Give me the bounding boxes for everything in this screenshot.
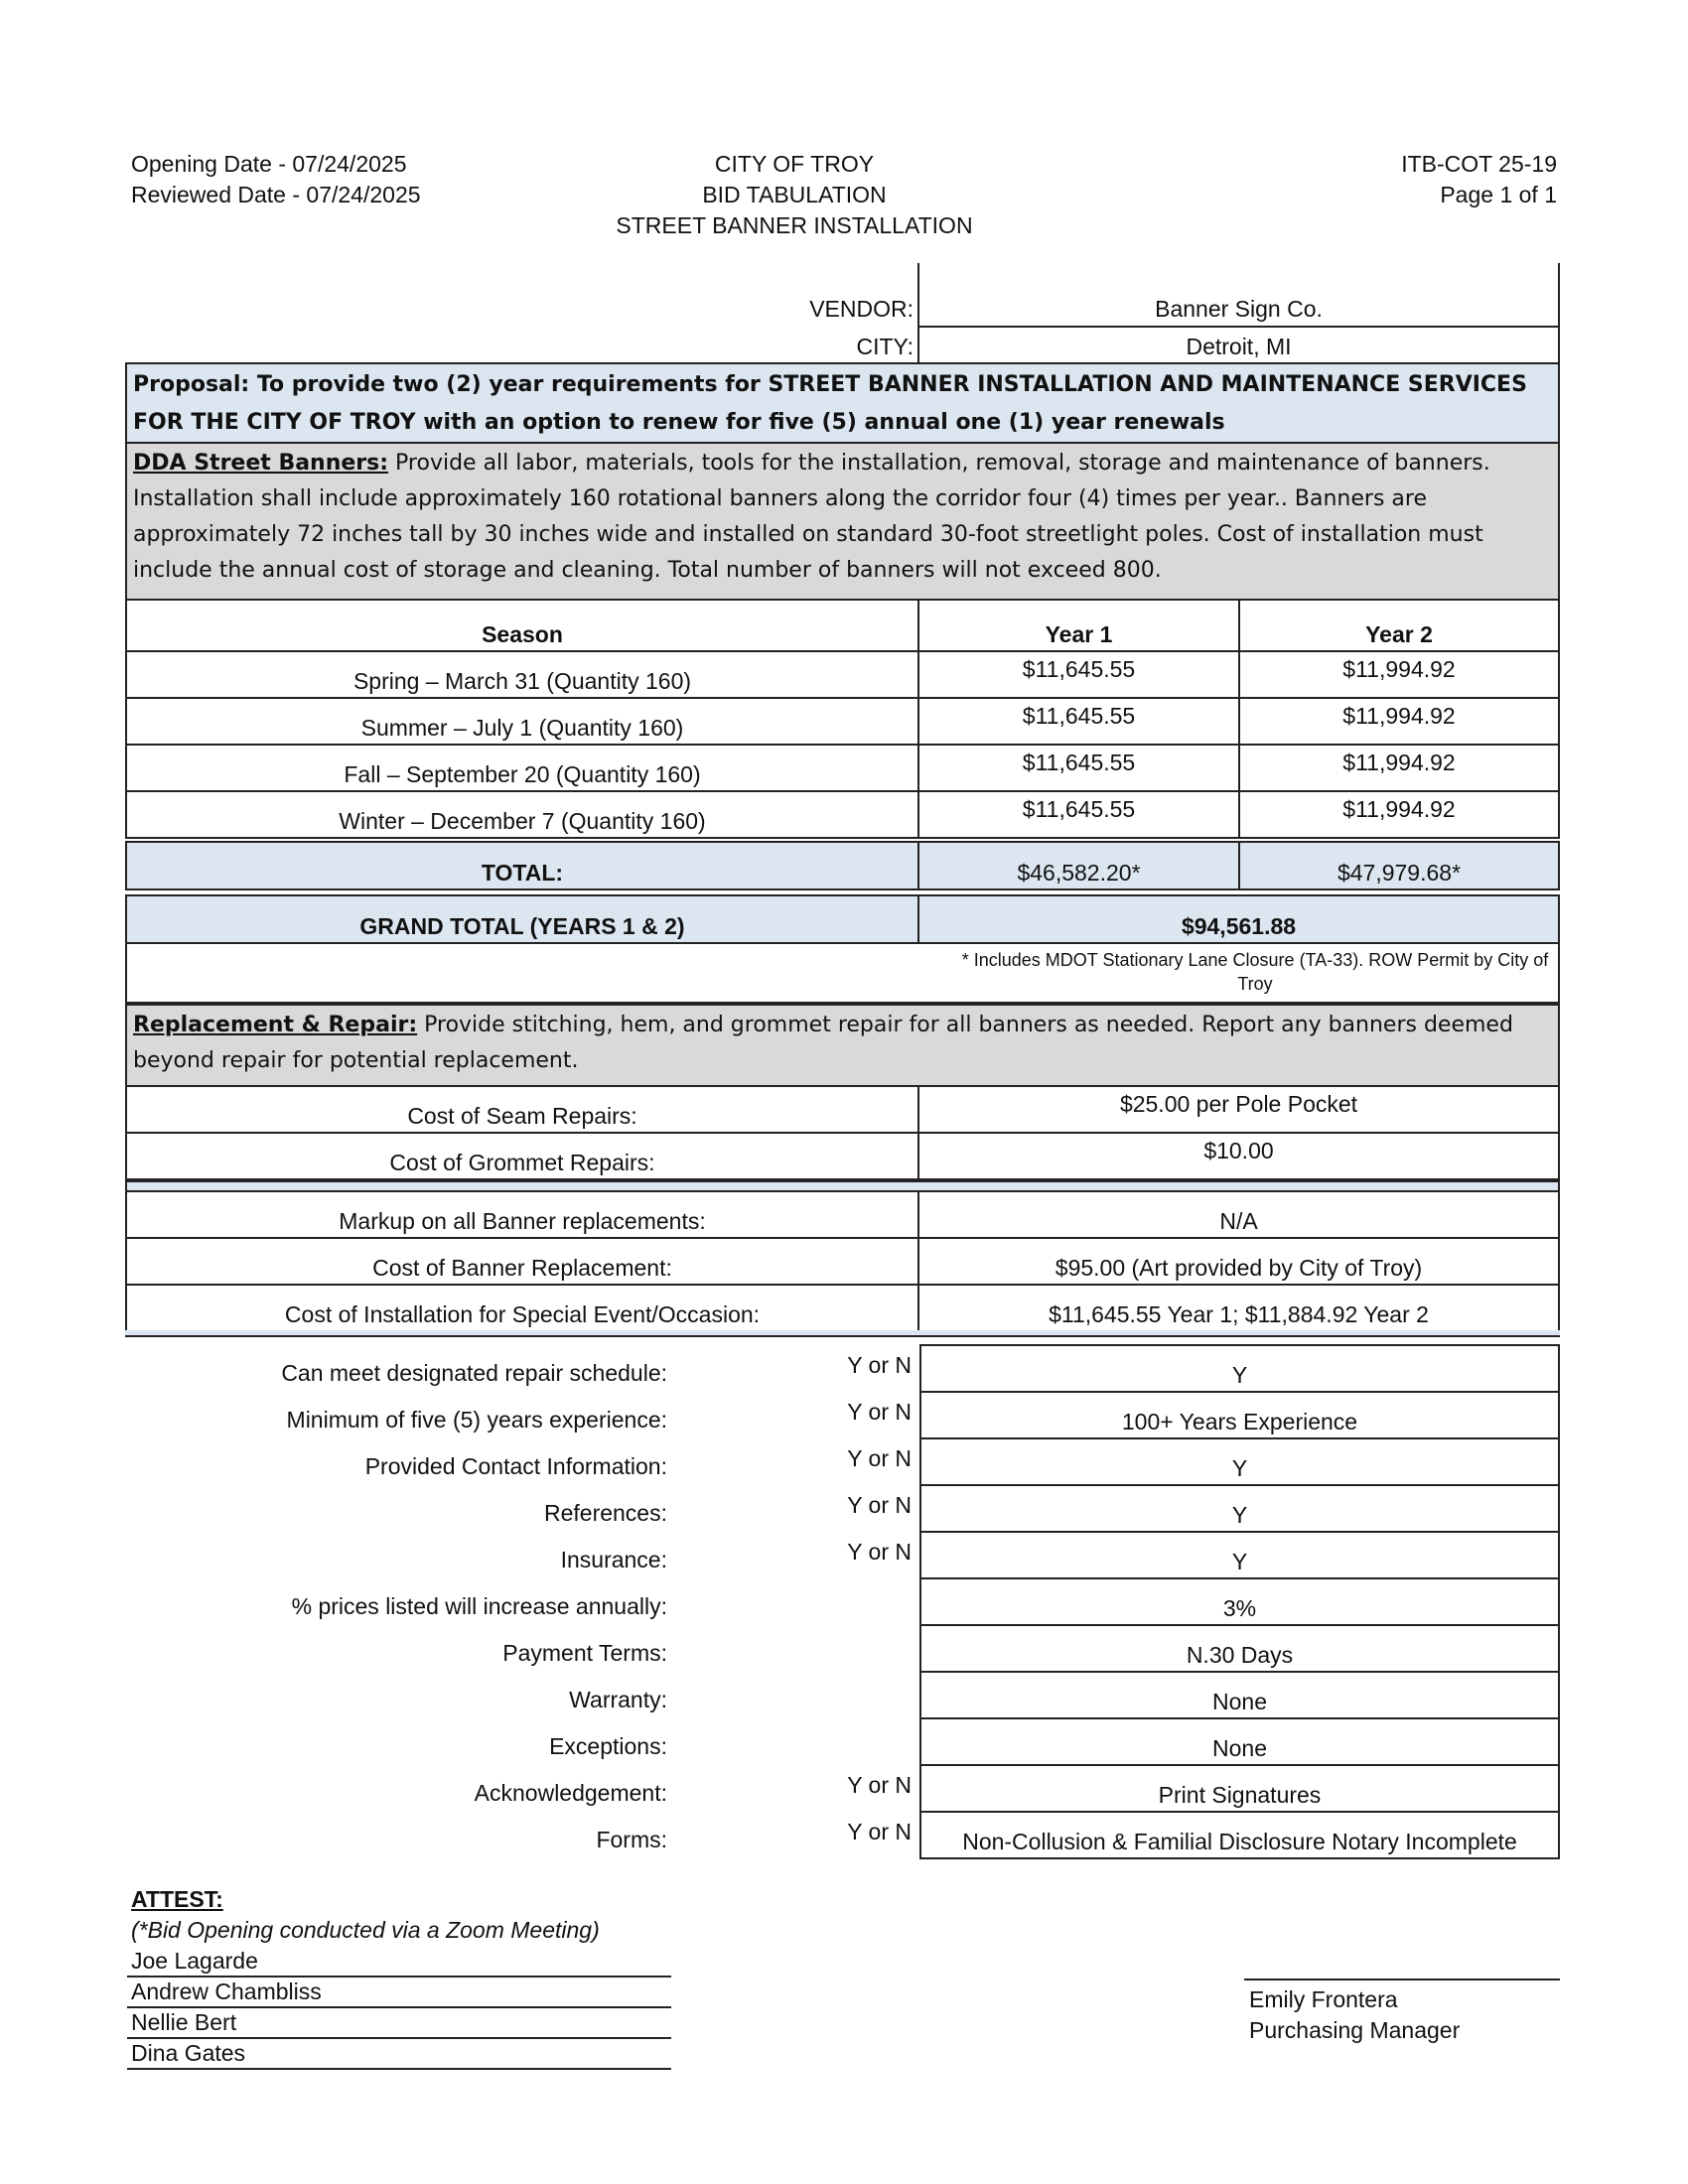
winter-year1: $11,645.55 [917, 790, 1240, 839]
yes-no-indicator: Y or N [847, 1492, 912, 1518]
yes-no-indicator: Y or N [847, 1352, 912, 1378]
requirement-label: Insurance: [560, 1547, 667, 1572]
signer-name: Emily Frontera [1249, 1986, 1398, 2012]
yes-no-indicator: Y or N [847, 1772, 912, 1798]
requirement-label: Forms: [596, 1827, 667, 1852]
banner-replacement-label: Cost of Banner Replacement: [125, 1237, 919, 1286]
col-header-year1: Year 1 [917, 599, 1240, 652]
yes-no-indicator: Y or N [847, 1399, 912, 1425]
requirement-label: Provided Contact Information: [364, 1453, 667, 1479]
doc-type: BID TABULATION [702, 182, 887, 207]
markup-label: Markup on all Banner replacements: [125, 1190, 919, 1239]
header-ref [1401, 149, 1557, 210]
markup-value: N/A [917, 1190, 1560, 1239]
requirement-value: 100+ Years Experience [919, 1391, 1560, 1439]
season-row-fall: Fall – September 20 (Quantity 160) [125, 744, 919, 792]
requirement-value: Y [919, 1531, 1560, 1579]
dda-text: Provide all labor, materials, tools for the installation, removal, storage and maintenance of banners. Installation shall include approximately 160 rotational banners along the corridor four (4) times per year.. Banners are approximately 72 inches tall by 30 inches wide and installed on standard 30-foot streetlight poles. Cost of installation must include the annual cost of storage and cleaning. Total number of banners will not exceed 800. [133, 451, 1490, 583]
repair-lead: Replacement & Repair: [133, 1013, 418, 1037]
requirement-value: Non-Collusion & Familial Disclosure Notary Incomplete [919, 1811, 1560, 1859]
season-row-spring: Spring – March 31 (Quantity 160) [125, 650, 919, 699]
requirement-value: Y [919, 1437, 1560, 1486]
col-header-season: Season [125, 599, 919, 652]
attest-name-2: Andrew Chambliss [131, 1979, 322, 2004]
city-label: CITY: [856, 334, 914, 359]
itb-number: ITB-COT 25-19 [1401, 151, 1557, 177]
yes-no-indicator: Y or N [847, 1819, 912, 1844]
org-name: CITY OF TROY [714, 151, 875, 177]
grommet-repairs-value: $10.00 [917, 1132, 1560, 1180]
total-label: TOTAL: [125, 841, 919, 890]
proposal-box [125, 362, 1560, 444]
header-dates [131, 149, 421, 210]
attest-note: (*Bid Opening conducted via a Zoom Meeting) [131, 1917, 600, 1943]
seam-repairs-value: $25.00 per Pole Pocket [917, 1085, 1560, 1134]
banner-replacement-value: $95.00 (Art provided by City of Troy) [917, 1237, 1560, 1286]
yes-no-indicator: Y or N [847, 1445, 912, 1471]
spring-year2: $11,994.92 [1238, 650, 1560, 699]
vendor-name: Banner Sign Co. [1155, 296, 1323, 322]
requirement-value: None [919, 1671, 1560, 1719]
col-header-year2: Year 2 [1238, 599, 1560, 652]
total-year2: $47,979.68* [1238, 841, 1560, 890]
mdot-footnote: * Includes MDOT Stationary Lane Closure (TA-33). ROW Permit by City of Troy [961, 950, 1549, 994]
summer-year1: $11,645.55 [917, 697, 1240, 746]
special-event-value: $11,645.55 Year 1; $11,884.92 Year 2 [917, 1284, 1560, 1332]
page-number: Page 1 of 1 [1440, 182, 1557, 207]
yes-no-indicator: Y or N [847, 1539, 912, 1565]
attest-title: ATTEST: [131, 1886, 223, 1912]
season-row-winter: Winter – December 7 (Quantity 160) [125, 790, 919, 839]
requirement-value: 3% [919, 1577, 1560, 1626]
footnote-row [125, 942, 1560, 1004]
total-year1: $46,582.20* [917, 841, 1240, 890]
project-name: STREET BANNER INSTALLATION [616, 212, 973, 238]
repair-box [125, 1004, 1560, 1087]
requirement-label: Minimum of five (5) years experience: [286, 1407, 667, 1433]
winter-year2: $11,994.92 [1238, 790, 1560, 839]
header-title-block [556, 149, 1033, 241]
season-row-summer: Summer – July 1 (Quantity 160) [125, 697, 919, 746]
seam-repairs-label: Cost of Seam Repairs: [125, 1085, 919, 1134]
vendor-label: VENDOR: [809, 296, 914, 322]
requirement-label: Can meet designated repair schedule: [281, 1360, 667, 1386]
special-event-label: Cost of Installation for Special Event/Occasion: [125, 1284, 919, 1332]
summer-year2: $11,994.92 [1238, 697, 1560, 746]
repair-text: Provide stitching, hem, and grommet repair for all banners as needed. Report any banners deemed beyond repair for potential replacement. [133, 1013, 1513, 1073]
requirement-label: Warranty: [569, 1687, 667, 1712]
spring-year1: $11,645.55 [917, 650, 1240, 699]
grommet-repairs-label: Cost of Grommet Repairs: [125, 1132, 919, 1180]
reviewed-date: Reviewed Date - 07/24/2025 [131, 182, 421, 207]
requirement-value: Y [919, 1484, 1560, 1533]
dda-lead: DDA Street Banners: [133, 451, 389, 476]
attest-name-1: Joe Lagarde [131, 1948, 258, 1974]
grand-total-label: GRAND TOTAL (YEARS 1 & 2) [125, 894, 919, 944]
fall-year1: $11,645.55 [917, 744, 1240, 792]
requirement-value: None [919, 1717, 1560, 1766]
requirement-label: Exceptions: [549, 1733, 667, 1759]
dda-box [125, 442, 1560, 601]
requirement-value: Y [919, 1344, 1560, 1393]
requirement-value: Print Signatures [919, 1764, 1560, 1813]
requirement-value: N.30 Days [919, 1624, 1560, 1673]
blue-divider-2 [125, 1330, 1560, 1337]
requirement-label: % prices listed will increase annually: [291, 1593, 667, 1619]
attest-name-4: Dina Gates [131, 2040, 246, 2066]
opening-date: Opening Date - 07/24/2025 [131, 151, 407, 177]
signer-title: Purchasing Manager [1249, 2017, 1461, 2043]
fall-year2: $11,994.92 [1238, 744, 1560, 792]
requirement-label: References: [543, 1500, 667, 1526]
attest-name-3: Nellie Bert [131, 2009, 237, 2035]
proposal-text: Proposal: To provide two (2) year requirements for STREET BANNER INSTALLATION AND MAINTENANCE SERVICES FOR THE CITY OF TROY with an option to renew for five (5) annual one (1) year renewals [133, 372, 1527, 435]
grand-total-value: $94,561.88 [917, 894, 1560, 944]
requirement-label: Acknowledgement: [474, 1780, 667, 1806]
requirement-label: Payment Terms: [502, 1640, 667, 1666]
city-value: Detroit, MI [1186, 334, 1292, 359]
